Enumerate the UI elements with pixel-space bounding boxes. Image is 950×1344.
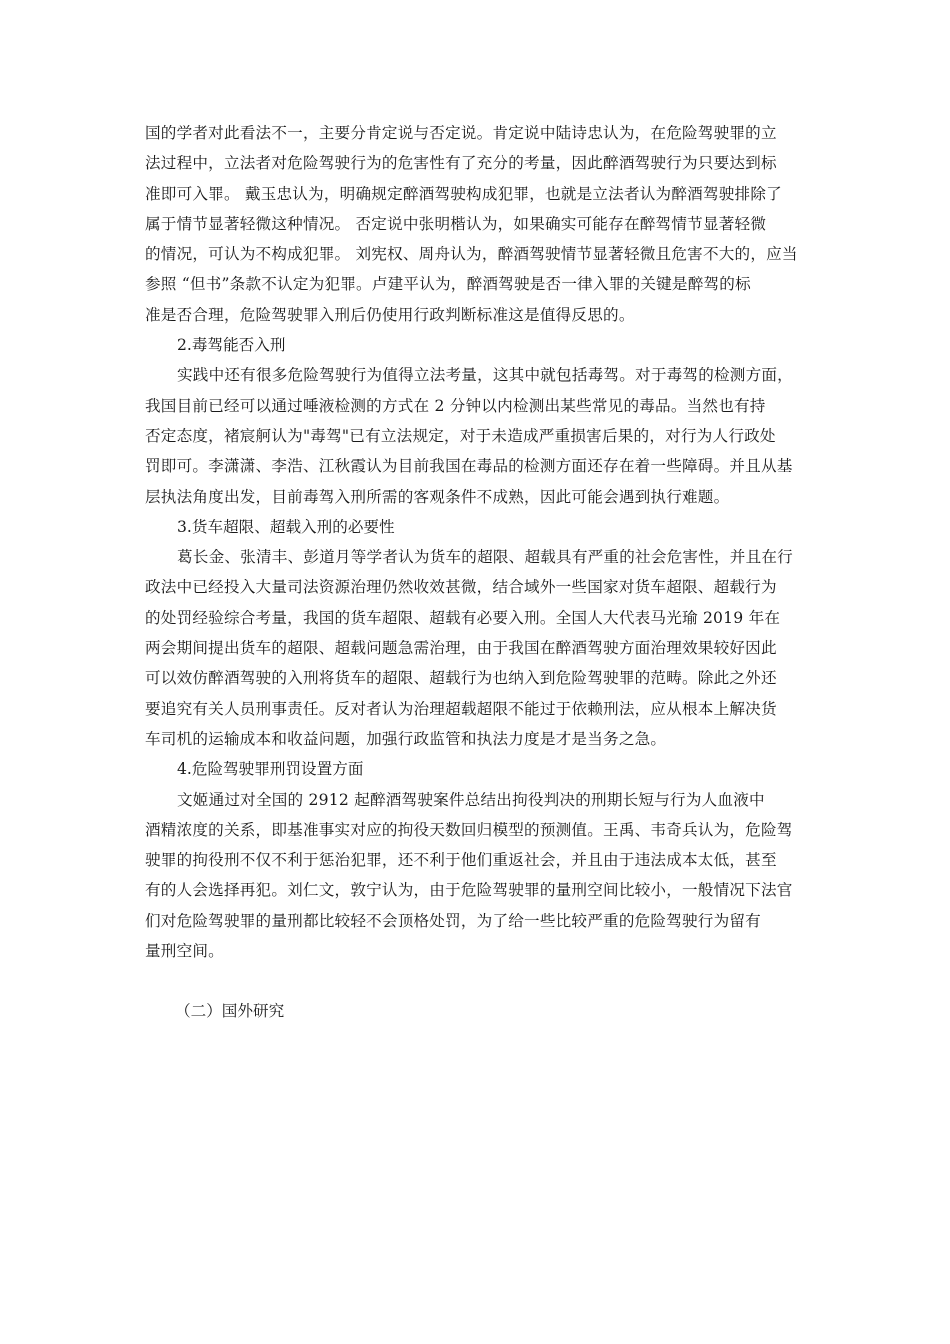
text-line: 属于情节显著轻微这种情况。 否定说中张明楷认为，如果确实可能存在醉驾情节显著轻微: [145, 214, 767, 233]
text-line: 层执法角度出发，目前毒驾入刑所需的客观条件不成熟，因此可能会遇到执行难题。: [145, 487, 730, 506]
text-line: 罚即可。李潇潇、李浩、江秋霞认为目前我国在毒品的检测方面还存在着一些障碍。并且从基: [145, 457, 793, 476]
text-line: 我国目前已经可以通过唾液检测的方式在 2 分钟以内检测出某些常见的毒品。当然也有持: [145, 396, 766, 415]
text-line: 政法中已经投入大量司法资源治理仍然收效甚微，结合域外一些国家对货车超限、超载行为: [145, 578, 777, 597]
text-line: 要追究有关人员刑事责任。反对者认为治理超载超限不能过于依赖刑法，应从根本上解决货: [145, 699, 777, 718]
text-line: 驶罪的拘役刑不仅不利于惩治犯罪，还不利于他们重返社会，并且由于违法成本太低，甚至: [145, 851, 777, 870]
text-line: 们对危险驾驶罪的量刑都比较轻不会顶格处罚，为了给一些比较严重的危险驾驶行为留有: [145, 911, 761, 930]
text-line: 葛长金、张清丰、彭道月等学者认为货车的超限、超载具有严重的社会危害性，并且在行: [177, 548, 793, 567]
section-heading-foreign-research: （二）国外研究: [175, 1002, 285, 1021]
text-line: 法过程中，立法者对危险驾驶行为的危害性有了充分的考量，因此醉酒驾驶行为只要达到标: [145, 154, 777, 173]
text-line: 的情况，可认为不构成犯罪。 刘宪权、周舟认为，醉酒驾驶情节显著轻微且危害不大的，应当: [145, 245, 798, 264]
text-line: 国的学者对此看法不一，主要分肯定说与否定说。肯定说中陆诗忠认为，在危险驾驶罪的立: [145, 124, 777, 142]
text-line: 可以效仿醉酒驾驶的入刑将货车的超限、超载行为也纳入到危险驾驶罪的范畴。除此之外还: [145, 669, 777, 688]
text-line: 参照 “但书”条款不认定为犯罪。卢建平认为，醉酒驾驶是否一律入罪的关键是醉驾的标: [145, 275, 751, 294]
text-line: 车司机的运输成本和收益问题，加强行政监管和执法力度是才是当务之急。: [145, 729, 667, 748]
document-body: [145, 118, 807, 1027]
text-line: 两会期间提出货车的超限、超载问题急需治理，由于我国在醉酒驾驶方面治理效果较好因此: [145, 639, 777, 658]
text-line: 有的人会选择再犯。刘仁文，敦宁认为，由于危险驾驶罪的量刑空间比较小，一般情况下法官: [145, 881, 793, 900]
text-line: 实践中还有很多危险驾驶行为值得立法考量，这其中就包括毒驾。对于毒驾的检测方面，: [177, 366, 793, 385]
text-line: 否定态度，褚宸舸认为"毒驾"已有立法规定，对于未造成严重损害后果的，对行为人行政处: [145, 426, 776, 445]
text-line: 的处罚经验综合考量，我国的货车超限、超载有必要入刑。全国人大代表马光瑜 2019 年在: [145, 608, 781, 627]
text-line: 准是否合理，危险驾驶罪入刑后仍使用行政判断标准这是值得反思的。: [145, 305, 635, 324]
subheading-drug-driving: 2.毒驾能否入刑: [177, 336, 286, 355]
paragraph-truck-overload: [145, 542, 807, 754]
subheading-penalty-setting: 4.危险驾驶罪刑罚设置方面: [177, 760, 364, 779]
subheading-truck-overload: 3.货车超限、超载入刑的必要性: [177, 517, 395, 536]
paragraph-drug-driving: [145, 360, 807, 511]
paragraph-penalty-setting: [145, 785, 807, 967]
text-line: 文姬通过对全国的 2912 起醉酒驾驶案件总结出拘役判决的刑期长短与行为人血液中: [177, 790, 765, 809]
text-line: 酒精浓度的关系，即基准事实对应的拘役天数回归模型的预测值。王禹、韦奇兵认为，危险驾: [145, 820, 793, 839]
paragraph-drunk-driving-debate: [145, 118, 807, 330]
text-line: 准即可入罪。 戴玉忠认为，明确规定醉酒驾驶构成犯罪，也就是立法者认为醉酒驾驶排除了: [145, 184, 782, 203]
text-line: 量刑空间。: [145, 942, 224, 961]
